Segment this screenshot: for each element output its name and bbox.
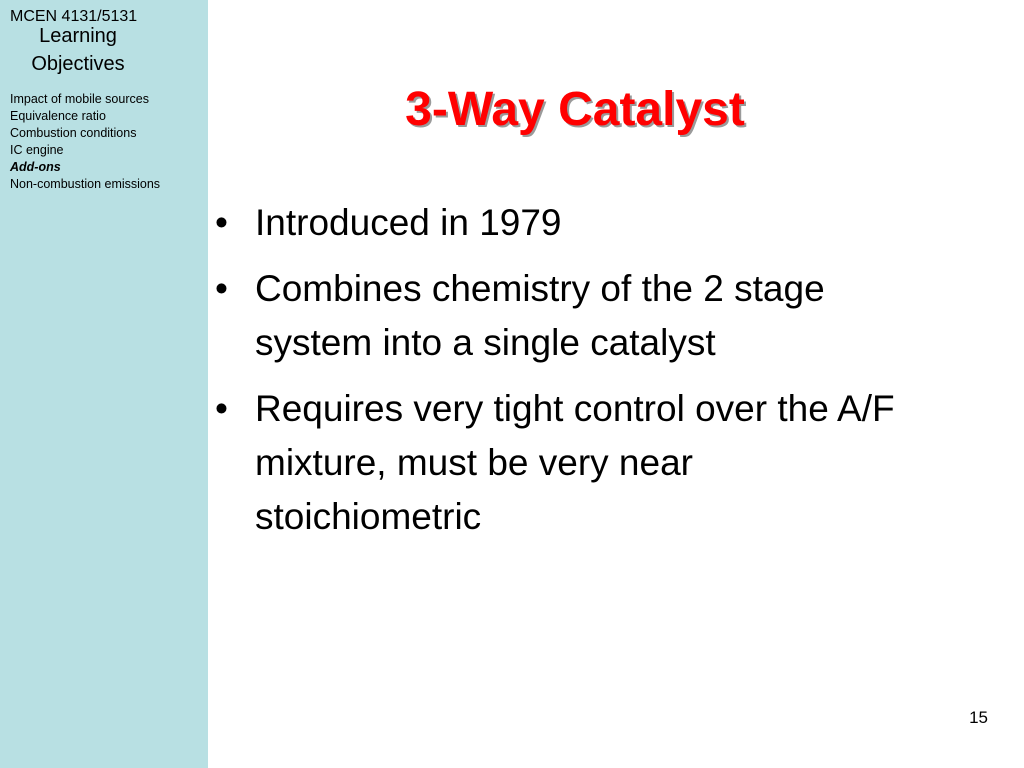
learning-objectives-heading (0, 22, 156, 78)
topic-item: IC engine (10, 143, 64, 157)
topic-item: Equivalence ratio (10, 109, 106, 123)
bullet-item (215, 262, 915, 370)
bullet-text: Introduced in 1979 (255, 202, 562, 243)
sidebar (0, 0, 208, 768)
slide-title: 3-Way Catalyst (405, 83, 745, 136)
bullet-text: Combines chemistry of the 2 stage system into a single catalyst (255, 268, 825, 363)
heading-line-1: Learning (39, 25, 117, 47)
bullet-dot-icon: • (215, 268, 228, 309)
course-code: MCEN 4131/5131 (10, 8, 138, 25)
bullet-list (215, 196, 915, 556)
topic-item: Combustion conditions (10, 126, 137, 140)
bullet-dot-icon: • (215, 202, 228, 243)
bullet-text: Requires very tight control over the A/F mixture, must be very near stoichiometric (255, 388, 895, 537)
topic-item: Impact of mobile sources (10, 92, 149, 106)
bullet-item (215, 196, 915, 250)
page-number: 15 (969, 708, 988, 727)
bullet-dot-icon: • (215, 388, 228, 429)
topic-item: Non-combustion emissions (10, 177, 161, 191)
bullet-item (215, 382, 915, 544)
topic-list (10, 91, 160, 193)
topic-item-active: Add-ons (10, 160, 61, 174)
heading-line-2: Objectives (31, 53, 125, 75)
